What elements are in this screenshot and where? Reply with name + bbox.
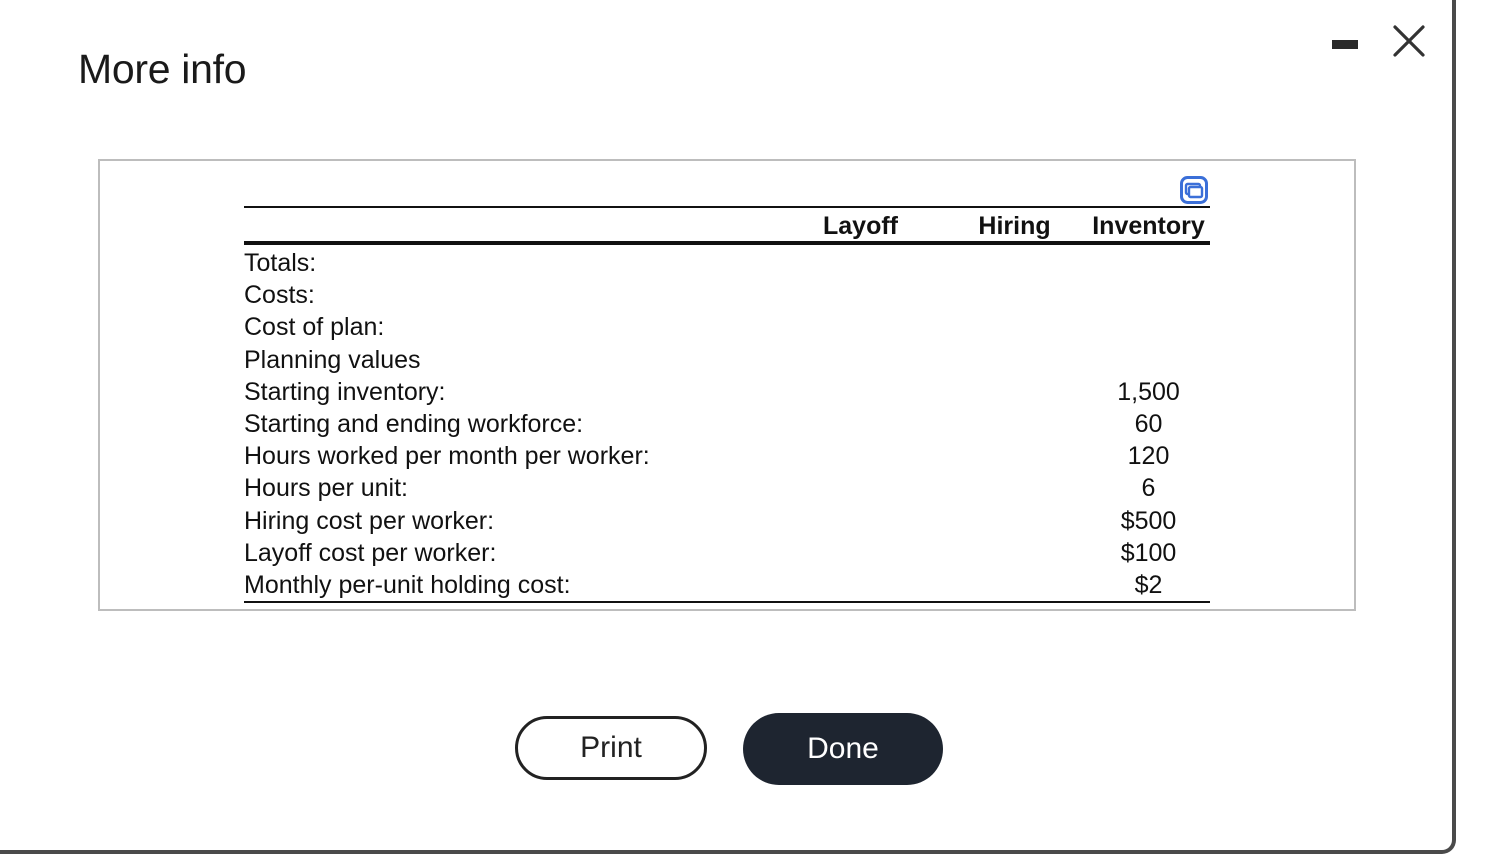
dialog-title: More info [78,46,247,92]
done-button[interactable]: Done [743,713,943,785]
cell-inventory: 120 [1127,442,1170,471]
header-layoff: Layoff [779,207,942,243]
cell-hiring [942,537,1087,569]
cell-hiring [942,440,1087,472]
cell-inventory: 1,500 [1117,377,1180,406]
cell-hiring [942,279,1087,311]
table-row [244,505,1210,537]
cell-inventory: $500 [1120,506,1177,535]
data-table-wrapper [244,206,1210,603]
cell-layoff [779,505,942,537]
cell-hiring [942,311,1087,343]
cell-inventory: 6 [1141,474,1156,503]
cell-layoff [779,376,942,408]
table-row [244,279,1210,311]
row-label: Hours worked per month per worker: [244,442,650,471]
cell-hiring [942,243,1087,279]
table-row [244,376,1210,408]
cell-hiring [942,472,1087,504]
cell-inventory [1087,344,1210,376]
cell-inventory [1087,279,1210,311]
table-row [244,311,1210,343]
cell-layoff [779,311,942,343]
cell-inventory: $100 [1120,538,1177,567]
cell-hiring [942,344,1087,376]
cell-inventory: 60 [1134,410,1163,439]
table-row [244,408,1210,440]
cell-layoff [779,537,942,569]
cell-hiring [942,569,1087,602]
cell-layoff [779,344,942,376]
table-row [244,537,1210,569]
row-label: Hours per unit: [244,474,408,503]
cell-hiring [942,376,1087,408]
row-label: Planning values [244,345,421,374]
cell-layoff [779,569,942,602]
cell-hiring [942,408,1087,440]
header-inventory: Inventory [1087,207,1210,243]
data-table [244,206,1210,603]
row-label: Totals: [244,249,317,278]
row-label: Monthly per-unit holding cost: [244,569,779,602]
minimize-icon[interactable] [1332,40,1358,49]
cell-layoff [779,279,942,311]
row-label: Starting and ending workforce: [244,410,584,439]
cell-hiring [942,505,1087,537]
table-row [244,440,1210,472]
cell-inventory [1087,311,1210,343]
cell-layoff [779,243,942,279]
row-label: Hiring cost per worker: [244,506,495,535]
cell-layoff [779,408,942,440]
cell-layoff [779,472,942,504]
print-button[interactable]: Print [515,716,707,780]
row-label: Costs: [244,281,315,310]
cell-layoff [779,440,942,472]
row-label: Starting inventory: [244,377,446,406]
close-icon[interactable] [1392,24,1426,58]
table-header-row [244,207,1210,243]
header-hiring: Hiring [942,207,1087,243]
popout-icon[interactable] [1180,176,1208,204]
table-row [244,243,1210,279]
table-row [244,569,1210,602]
header-label [244,207,779,243]
cell-inventory [1087,243,1210,279]
row-label: Layoff cost per worker: [244,538,497,567]
table-row [244,472,1210,504]
table-row [244,344,1210,376]
cell-inventory: $2 [1087,569,1210,602]
row-label: Cost of plan: [244,313,385,342]
